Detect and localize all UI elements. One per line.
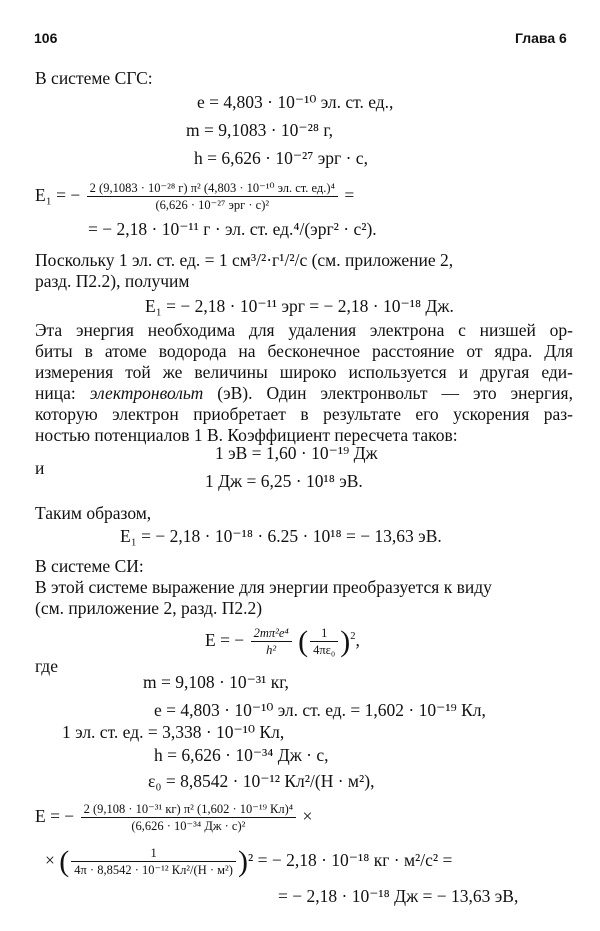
and-word: и [35, 458, 45, 478]
cgs-h-value: h = 6,626 · 10⁻²⁷ эрг · с, [194, 148, 368, 168]
si-formula-numerator: 2mπ²e⁴ [251, 625, 292, 642]
si-intro-1: В этой системе выражение для энергии преобразуется к виду [35, 577, 492, 597]
si-energy-formula: E = − $\frac{\text{2mπ²e⁴}}{\text{h²}}$ ( $\frac{1}{\text{4πε₀}}$ )$^2$, [205, 624, 360, 658]
si-formula-lhs: E = − [205, 630, 245, 650]
paragraph-line: Эта энергия необходима для удаления электрона с низшей ор- [35, 320, 573, 340]
si-formula-inner-fraction [310, 625, 338, 658]
times-sign: × [302, 806, 313, 826]
si-heading: В системе СИ: [35, 556, 144, 576]
si-formula-fraction [251, 625, 292, 658]
where-word: где [35, 656, 58, 676]
cgs-heading: В системе СГС: [35, 68, 153, 88]
paragraph-line: измерения той же величины широко используется и другая еди- [35, 362, 573, 382]
cgs-m-value: m = 9,1083 · 10⁻²⁸ г, [186, 120, 333, 140]
times-sign: × [45, 850, 55, 870]
cgs-e1-fraction [87, 180, 338, 213]
si-big-denominator: (6,626 · 10⁻³⁴ Дж · с)² [131, 819, 246, 834]
page-number: 106 [34, 30, 58, 46]
si-formula-denominator: h² [266, 643, 277, 658]
si-big2-denominator: 4π · 8,8542 · 10⁻¹² Кл²/(Н · м²) [74, 863, 233, 878]
electronvolt-paragraph [35, 320, 573, 446]
left-paren: ( [59, 844, 70, 878]
si-h-value: h = 6,626 · 10⁻³⁴ Дж · с, [154, 745, 329, 765]
cgs-e1-denominator: (6,626 · 10⁻²⁷ эрг · с)² [155, 198, 270, 213]
si-eps-value: ε₀ = 8,8542 · 10⁻¹² Кл²/(Н · м²), [148, 771, 375, 791]
si-m-value: m = 9,108 · 10⁻³¹ кг, [143, 672, 289, 692]
right-paren: ) [237, 844, 248, 878]
si-big-formula [35, 796, 312, 836]
ev-to-joule: 1 эВ = 1,60 · 10⁻¹⁹ Дж [215, 443, 378, 463]
cgs-e1-formula [35, 175, 354, 215]
si-intro-2: (см. приложение 2, разд. П2.2) [35, 598, 263, 618]
paragraph-line [35, 383, 573, 404]
electronvolt-term: электронвольт [89, 383, 204, 403]
si-big-fraction [81, 801, 297, 834]
paragraph-line-rest: (эВ). Один электронвольт — это энергия, [203, 383, 573, 403]
cgs-e1-equals: = [344, 185, 355, 205]
paragraph-line: биты в атоме водорода на бесконечное расстояние от ядра. Для [35, 341, 573, 361]
si-big-lhs: E = − [35, 806, 75, 826]
si-e-value: e = 4,803 · 10⁻¹⁰ эл. ст. ед. = 1,602 · 10⁻¹⁹ Кл, [154, 700, 486, 720]
si-big-numerator: 2 (9,108 · 10⁻³¹ кг) π² (1,602 · 10⁻¹⁹ Кл)⁴ [81, 801, 297, 818]
cgs-e1-in-joules: E₁ = − 2,18 · 10⁻¹¹ эрг = − 2,18 · 10⁻¹⁸ Дж. [145, 296, 454, 316]
e1-in-ev: E₁ = − 2,18 · 10⁻¹⁸ · 6.25 · 10¹⁸ = − 13,63 эВ. [120, 526, 442, 546]
paragraph-line: которую электрон приобретает в результате его ускорения раз- [35, 404, 573, 424]
paragraph-line: ностью потенциалов 1 В. Коэффициент пересчета таков: [35, 425, 458, 445]
chapter-title: Глава 6 [515, 30, 567, 46]
si-big2-fraction [71, 845, 236, 878]
left-paren: ( [298, 624, 309, 658]
si-big-formula-2 [45, 840, 452, 880]
si-big2-numerator: 1 [71, 845, 236, 862]
right-paren: ) [340, 624, 351, 658]
cgs-e1-lhs: E₁ = − [35, 185, 81, 205]
si-big2-rhs: ² = − 2,18 · 10⁻¹⁸ кг · м²/с² = [247, 850, 453, 870]
cgs-since-line-1: Поскольку 1 эл. ст. ед. = 1 см³/²·г¹/²/с (см. приложение 2, [35, 250, 454, 270]
si-inner-numerator: 1 [310, 625, 338, 642]
thus-line: Таким образом, [35, 503, 152, 523]
paragraph-line-start: ница: [35, 383, 90, 403]
si-inner-denominator: 4πε₀ [313, 643, 336, 658]
si-final-result: = − 2,18 · 10⁻¹⁸ Дж = − 13,63 эВ, [278, 886, 519, 906]
cgs-e1-result: = − 2,18 · 10⁻¹¹ г · эл. ст. ед.⁴/(эрг² · с²). [88, 219, 377, 239]
cgs-e-value: e = 4,803 · 10⁻¹⁰ эл. ст. ед., [197, 92, 394, 112]
cgs-since-line-2: разд. П2.2), получим [35, 271, 190, 291]
si-esu-value: 1 эл. ст. ед. = 3,338 · 10⁻¹⁰ Кл, [62, 722, 285, 742]
joule-to-ev: 1 Дж = 6,25 · 10¹⁸ эВ. [205, 471, 363, 491]
cgs-e1-numerator: 2 (9,1083 · 10⁻²⁸ г) π² (4,803 · 10⁻¹⁰ эл. ст. ед.)⁴ [87, 180, 338, 197]
